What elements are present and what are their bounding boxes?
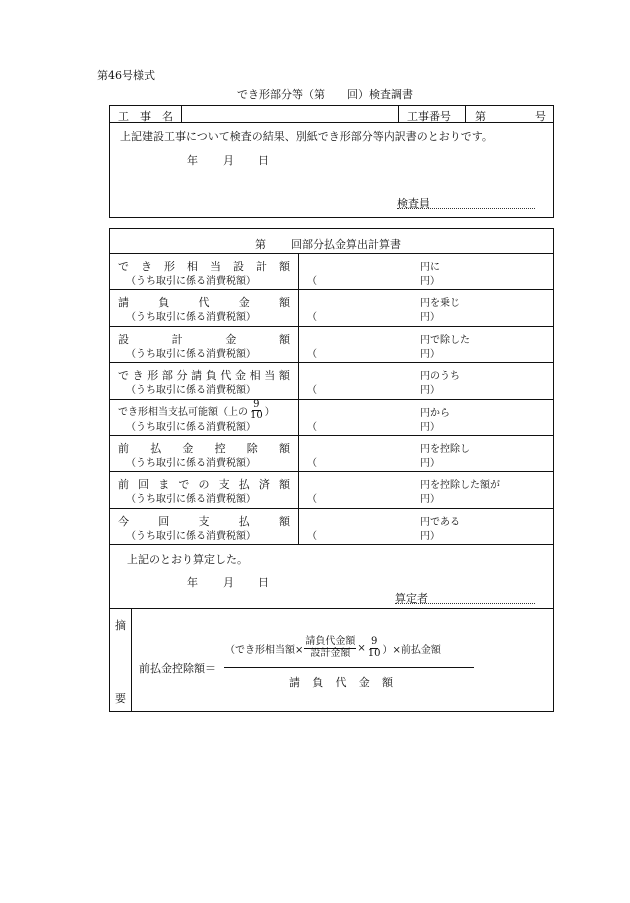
calc-row-label-char: 額 bbox=[279, 296, 290, 310]
calc-row-label-char: 設 bbox=[118, 332, 129, 346]
calc-row-tax-note: （うち取引に係る消費税額） bbox=[126, 312, 256, 324]
formula-numerator bbox=[225, 637, 441, 659]
calc-row-note-tax: 円） bbox=[420, 276, 440, 287]
calc-row-label-char: 除 bbox=[246, 442, 258, 455]
calc-row-label-char: ま bbox=[158, 478, 170, 492]
calc-row-label-char: 当 bbox=[264, 369, 276, 383]
calc-row-label-char: 控 bbox=[214, 442, 226, 455]
calculator-signature-line[interactable] bbox=[395, 590, 535, 604]
inspection-date-day: 日 bbox=[258, 154, 269, 167]
formula-fraction-bar bbox=[224, 667, 474, 668]
calc-row-label-char: 額 bbox=[279, 514, 290, 528]
calc-row-label-char: 相 bbox=[249, 369, 261, 383]
formula-denominator-char: 負 bbox=[312, 676, 324, 689]
calc-row-label-char: 回 bbox=[138, 478, 150, 492]
calc-row-label-char: 額 bbox=[279, 260, 290, 273]
calc-row-label-char: 支 bbox=[218, 478, 230, 492]
calc-row-label-char: 形 bbox=[147, 369, 159, 383]
summary-label-top: 摘 bbox=[115, 619, 126, 632]
calc-row-open-paren: （ bbox=[307, 421, 317, 433]
construction-no-label: 工事番号 bbox=[407, 110, 451, 123]
inspector-signature-line[interactable] bbox=[397, 195, 535, 209]
calc-row-label-char: 支 bbox=[198, 514, 210, 528]
fraction-denominator: 10 bbox=[250, 410, 263, 422]
calc-row-amount-field[interactable] bbox=[300, 364, 418, 396]
inspector-label: 検査員 bbox=[397, 197, 430, 210]
calc-row-label-char: で bbox=[118, 260, 129, 273]
calc-row-label-char: 請 bbox=[118, 296, 129, 310]
calc-row-amount-field[interactable] bbox=[300, 510, 418, 542]
calc-row-note-tax: 円） bbox=[420, 385, 440, 397]
calc-row-open-paren: （ bbox=[307, 494, 317, 506]
construction-no-go: 号 bbox=[535, 110, 546, 123]
calc-row-note: 円を控除した額が bbox=[420, 480, 500, 492]
calc-row-divider bbox=[110, 435, 553, 436]
inspection-statement: 上記建設工事について検査の結果、別紙でき形部分等内訳書のとおりです。 bbox=[120, 130, 493, 143]
calc-row-open-paren: （ bbox=[307, 385, 317, 397]
calc-header-title: 回部分払金算出計算書 bbox=[291, 238, 401, 251]
calc-row-label-char: 金 bbox=[235, 369, 246, 383]
calc-date-year: 年 bbox=[187, 576, 198, 589]
calc-row-label-char: き bbox=[132, 369, 144, 383]
form-number: 第46号様式 bbox=[97, 69, 155, 82]
calc-row-label-char: 金 bbox=[238, 296, 250, 310]
calc-header-dai: 第 bbox=[255, 238, 266, 251]
calc-row-amount-field[interactable] bbox=[300, 328, 418, 360]
calc-row-note: 円のうち bbox=[420, 371, 460, 383]
calc-row-amount-field[interactable] bbox=[300, 473, 418, 505]
calc-date-day: 日 bbox=[258, 576, 269, 589]
inspection-date-year: 年 bbox=[187, 154, 198, 167]
calc-row-label-char: 代 bbox=[220, 369, 232, 383]
calc-row-label-char: 負 bbox=[158, 296, 170, 310]
calc-row-label-char: 金 bbox=[225, 332, 237, 346]
calc-row-open-paren: （ bbox=[307, 312, 317, 324]
formula-lhs: 前払金控除額＝ bbox=[139, 662, 216, 675]
calc-row-label-char: 代 bbox=[198, 296, 210, 310]
calc-row-note: 円である bbox=[420, 516, 460, 528]
calculator-label: 算定者 bbox=[395, 592, 428, 605]
construction-no-dai: 第 bbox=[475, 110, 486, 123]
formula-numerator-close: ）×前払金額 bbox=[382, 644, 441, 656]
formula-denominator-char: 請 bbox=[289, 676, 300, 689]
calc-row-open-paren: （ bbox=[307, 348, 317, 360]
calc-row-label-char: 計 bbox=[171, 332, 183, 346]
formula-inner-fraction bbox=[304, 637, 356, 659]
calc-row-tax-note: （うち取引に係る消費税額） bbox=[126, 348, 256, 360]
calc-row-label-char: 計 bbox=[256, 260, 267, 273]
calc-row-label-char: 相 bbox=[187, 260, 198, 273]
calc-row-label-char: の bbox=[198, 478, 210, 492]
calc-row-divider bbox=[110, 508, 553, 509]
formula-denominator-char: 額 bbox=[382, 676, 393, 689]
calc-row-note-tax: 円） bbox=[420, 348, 440, 360]
formula-denominator-char: 金 bbox=[358, 676, 370, 689]
fraction-numerator: 9 bbox=[253, 398, 260, 410]
calc-row-note-tax: 円） bbox=[420, 530, 440, 542]
calc-row-note-tax: 円） bbox=[420, 312, 440, 324]
calc-row-note-tax: 円） bbox=[420, 494, 440, 506]
calc-row-amount-field[interactable] bbox=[300, 437, 418, 469]
calc-row-open-paren: （ bbox=[307, 458, 317, 469]
calc-row-divider bbox=[110, 289, 553, 290]
calc-row-note: 円を控除し bbox=[420, 444, 470, 455]
page-title: でき形部分等（第 回）検査調書 bbox=[237, 88, 413, 101]
calc-row-note-tax: 円） bbox=[420, 458, 440, 469]
calc-row-label-char: 前 bbox=[118, 442, 129, 455]
construction-name-label: 工 事 名 bbox=[118, 110, 173, 123]
formula-inner-den: 設計金額 bbox=[310, 647, 351, 659]
calc-footer-statement: 上記のとおり算定した。 bbox=[127, 553, 248, 566]
formula-times: × bbox=[357, 642, 366, 654]
calc-row-label-char: で bbox=[118, 369, 129, 383]
calc-row-amount-field[interactable] bbox=[300, 291, 418, 323]
calc-row-label-char: 払 bbox=[150, 442, 162, 455]
calc-row-label-char: 額 bbox=[278, 369, 290, 383]
calc-row-label-char: 部 bbox=[161, 369, 173, 383]
calc-row-tax-note: （うち取引に係る消費税額） bbox=[126, 276, 256, 287]
calc-row-label-text: でき形相当支払可能額（上の bbox=[118, 407, 248, 419]
calc-row-label-char: 今 bbox=[118, 514, 129, 528]
calc-row-note: 円に bbox=[420, 262, 440, 273]
calc-row-amount-field[interactable] bbox=[300, 255, 418, 287]
calc-row-tax-note: （うち取引に係る消費税額） bbox=[126, 494, 256, 506]
calc-row-label-char: 払 bbox=[238, 514, 250, 528]
formula-numerator-open: （でき形相当額× bbox=[225, 644, 304, 656]
calc-row-label-char: 当 bbox=[210, 260, 221, 273]
calc-row-divider bbox=[110, 362, 553, 363]
summary-label-bottom: 要 bbox=[115, 692, 126, 705]
calc-row-label-close: ） bbox=[264, 407, 275, 419]
calc-row-note-tax: 円） bbox=[420, 421, 440, 433]
calc-row-label-char: 請 bbox=[191, 369, 203, 383]
calc-row-label-char: 形 bbox=[164, 260, 175, 273]
calc-row-open-paren: （ bbox=[307, 276, 317, 287]
calc-row-label-char: 負 bbox=[205, 369, 217, 383]
calc-row-label-char: 回 bbox=[158, 514, 170, 528]
formula-nine: 9 bbox=[370, 636, 378, 647]
formula-ten: 10 bbox=[367, 647, 381, 659]
construction-no-field[interactable] bbox=[490, 106, 530, 122]
calc-row-label-char: 払 bbox=[238, 478, 250, 492]
calc-row-divider bbox=[110, 471, 553, 472]
calc-row-amount-field[interactable] bbox=[300, 401, 418, 433]
calc-date-month: 月 bbox=[223, 576, 234, 589]
calc-row-note: 円で除した bbox=[420, 334, 470, 346]
calc-row-open-paren: （ bbox=[307, 530, 317, 542]
calc-row-divider bbox=[110, 326, 553, 327]
calc-row-note: 円から bbox=[420, 407, 450, 419]
inspection-date-month: 月 bbox=[223, 154, 234, 167]
calc-row-tax-note: （うち取引に係る消費税額） bbox=[126, 385, 256, 397]
calc-row-label-char: 額 bbox=[278, 332, 290, 346]
calc-row-label-char: 済 bbox=[258, 478, 270, 492]
calc-row-label-char: 前 bbox=[118, 478, 129, 492]
calc-row-tax-note: （うち取引に係る消費税額） bbox=[126, 421, 256, 433]
calc-row-label-char: で bbox=[178, 478, 190, 492]
calc-row-label-char: 額 bbox=[279, 478, 290, 492]
calc-row-label-char: き bbox=[141, 260, 152, 273]
calc-row-label-char: 金 bbox=[182, 442, 194, 455]
calc-row-label-char: 設 bbox=[233, 260, 244, 273]
calc-row-tax-note: （うち取引に係る消費税額） bbox=[126, 458, 256, 469]
formula-denominator bbox=[289, 674, 393, 690]
calc-row-divider bbox=[110, 399, 553, 400]
calc-row-label-char: 分 bbox=[176, 369, 188, 383]
formula-denominator-char: 代 bbox=[335, 676, 347, 689]
formula-nine-tenths bbox=[367, 637, 382, 659]
calc-row-note: 円を乗じ bbox=[420, 298, 460, 310]
formula-inner-num: 請負代金額 bbox=[305, 636, 356, 647]
construction-name-field[interactable] bbox=[182, 106, 397, 122]
calc-row-label-char: 額 bbox=[278, 442, 290, 455]
calc-row-tax-note: （うち取引に係る消費税額） bbox=[126, 530, 256, 542]
